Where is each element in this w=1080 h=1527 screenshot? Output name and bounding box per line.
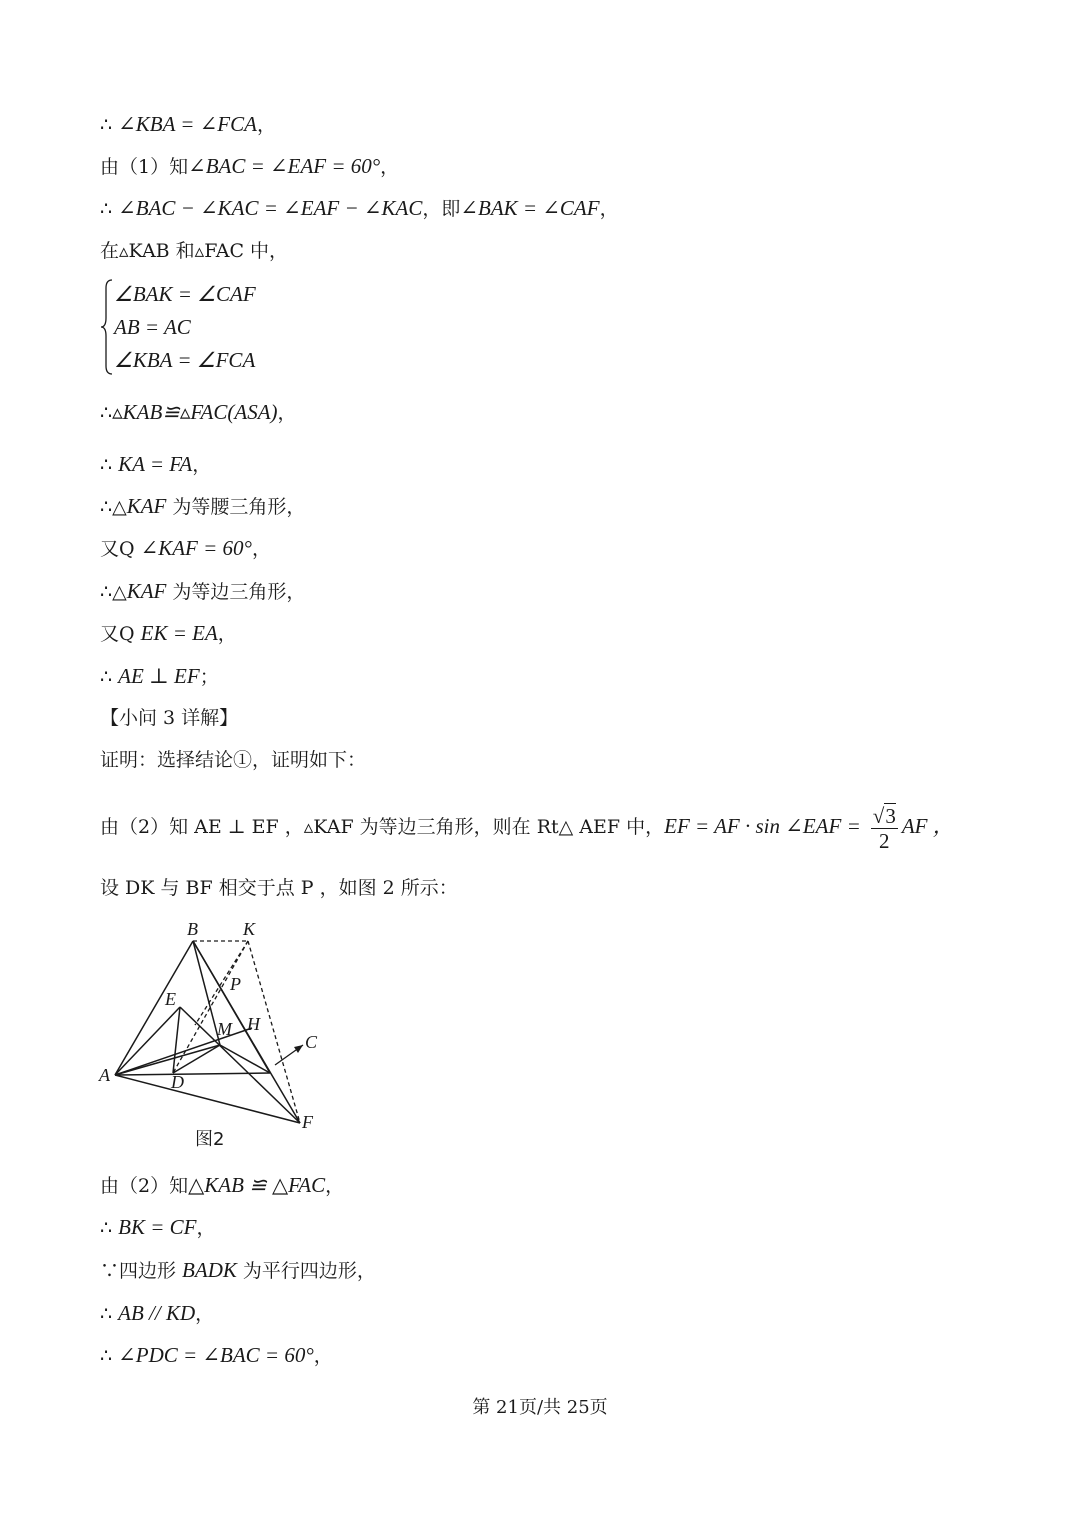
segment-bm bbox=[193, 941, 220, 1045]
geometry-figure bbox=[95, 915, 335, 1150]
segment-am bbox=[115, 1045, 220, 1075]
label-d: D bbox=[171, 1072, 184, 1092]
proof-line: ∴ KA = FA， bbox=[100, 452, 212, 476]
label-c: C bbox=[305, 1032, 318, 1052]
proof-line: 又Q ∠KAF = 60°， bbox=[100, 536, 271, 560]
proof-line: ∴ AE ⊥ EF； bbox=[100, 664, 219, 688]
system-line: AB = AC bbox=[114, 315, 191, 339]
proof-line: ∴△KAF 为等边三角形， bbox=[100, 579, 306, 603]
page-footer: 第 21页/共 25页 bbox=[472, 1397, 608, 1418]
segment-af bbox=[115, 1075, 300, 1123]
proof-line: 在▵KAB 和▵FAC 中， bbox=[100, 240, 289, 262]
proof-line: ∴ BK = CF， bbox=[100, 1215, 216, 1239]
segment-ae bbox=[115, 1007, 180, 1075]
label-e: E bbox=[165, 989, 176, 1009]
system-line: ∠BAK = ∠CAF bbox=[114, 282, 256, 306]
label-f: F bbox=[302, 1112, 313, 1132]
figure-caption: 图2 bbox=[195, 1129, 225, 1150]
label-p: P bbox=[230, 974, 241, 994]
segment-ef bbox=[180, 1007, 300, 1123]
proof-line: ∴ AB // KD， bbox=[100, 1301, 215, 1325]
proof-line: ∵四边形 BADK 为平行四边形， bbox=[100, 1258, 376, 1282]
proof-line: 设 DK 与 BF 相交于点 P ，如图 2 所示： bbox=[100, 877, 458, 899]
label-h: H bbox=[247, 1014, 260, 1034]
label-k: K bbox=[243, 919, 256, 939]
proof-line: 由（2）知 AE ⊥ EF ，▵KAF 为等边三角形，则在 Rt△ AEF 中，EF = AF · sin ∠EAF = $\frac{√3}{2}$ AF ， bbox=[100, 804, 954, 853]
label-b: B bbox=[187, 919, 198, 939]
section-heading: 【小问 3 详解】 bbox=[100, 707, 239, 729]
arrow-head-icon bbox=[294, 1045, 303, 1053]
proof-line: 由（1）知∠BAC = ∠EAF = 60°， bbox=[100, 154, 400, 178]
proof-line: 由（2）知△KAB ≌ △FAC， bbox=[100, 1173, 345, 1197]
fraction: $\frac{√3}{2}$ bbox=[872, 804, 896, 853]
curly-brace-icon bbox=[100, 278, 114, 376]
label-a: A bbox=[99, 1065, 110, 1085]
system-line: ∠KBA = ∠FCA bbox=[114, 348, 256, 372]
proof-line: ∴△KAF 为等腰三角形， bbox=[100, 494, 306, 518]
proof-line: ∴ ∠PDC = ∠BAC = 60°， bbox=[100, 1343, 333, 1367]
proof-line: ∴ ∠BAC − ∠KAC = ∠EAF − ∠KAC，即∠BAK = ∠CAF， bbox=[100, 196, 619, 220]
proof-line: 又Q EK = EA， bbox=[100, 621, 237, 645]
proof-line: ∴ ∠KBA = ∠FCA， bbox=[100, 112, 276, 136]
proof-line: 证明：选择结论①，证明如下： bbox=[100, 749, 367, 771]
proof-line: ∴▵KAB≌▵FAC(ASA)， bbox=[100, 400, 297, 424]
label-m: M bbox=[217, 1019, 232, 1039]
segment-dm bbox=[173, 1045, 220, 1073]
segment-ac bbox=[115, 1073, 270, 1075]
